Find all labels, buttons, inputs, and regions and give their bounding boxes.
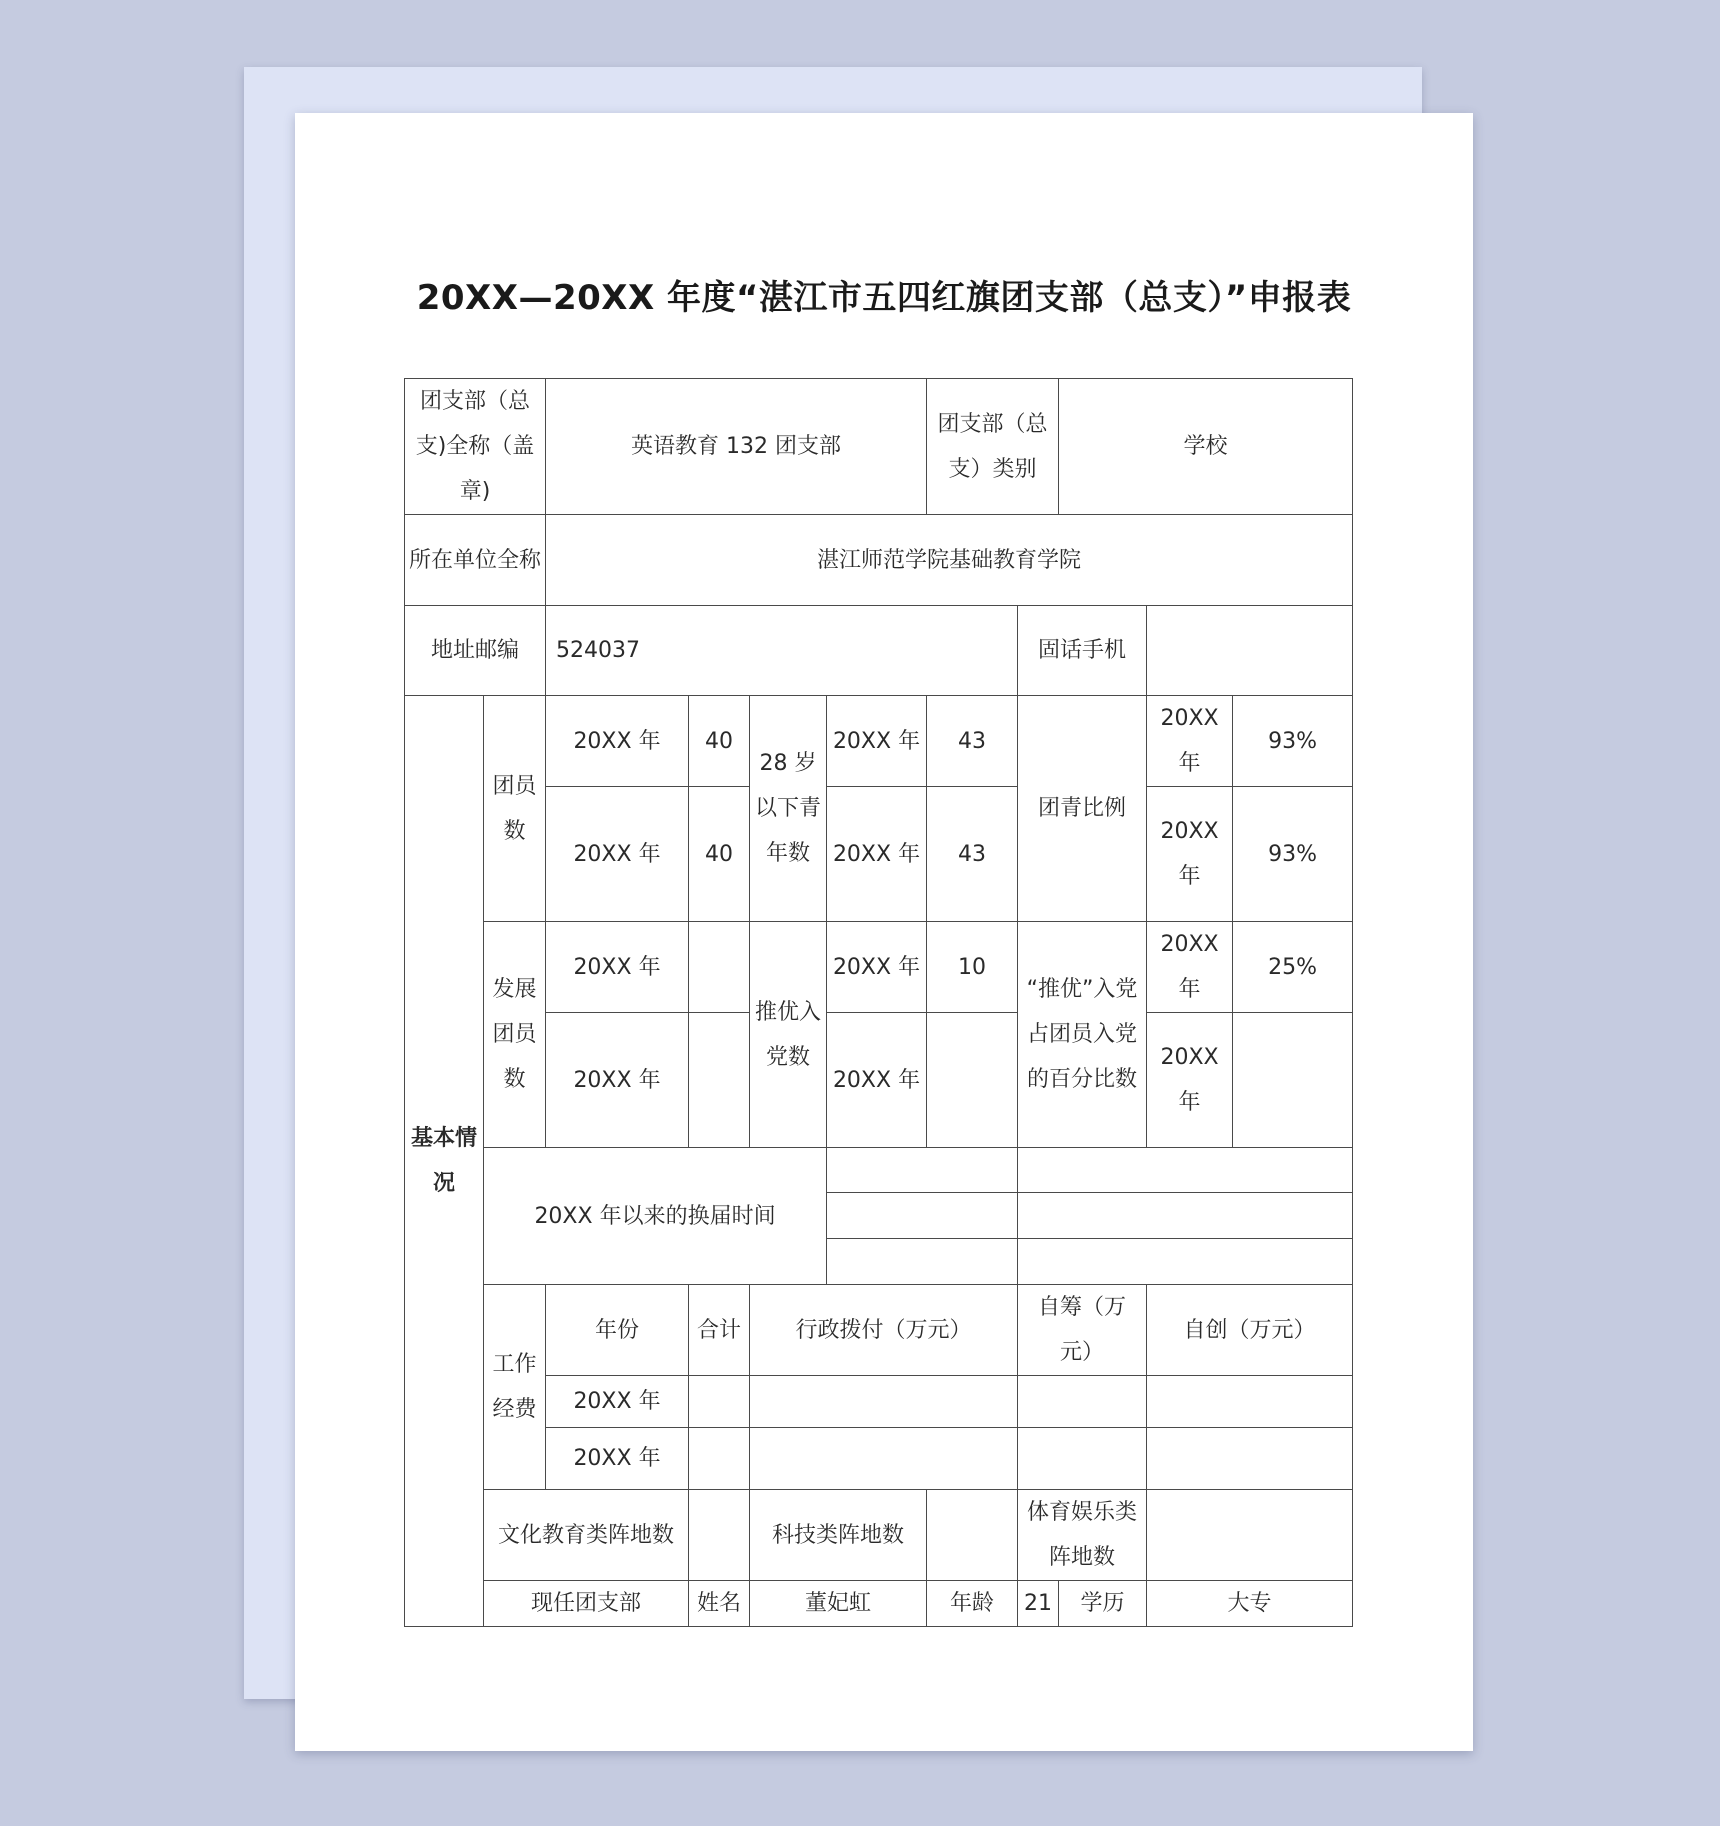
application-form-table xyxy=(404,378,1353,1627)
sports-positions-value[interactable] xyxy=(1147,1490,1353,1581)
unit-name-value[interactable]: 湛江师范学院基础教育学院 xyxy=(546,515,1353,606)
youth-year-2: 20XX 年 xyxy=(827,787,927,922)
ratio-year-2: 20XX 年 xyxy=(1147,787,1233,922)
members-year-2: 20XX 年 xyxy=(546,787,689,922)
funds-cell[interactable] xyxy=(750,1428,1018,1490)
funds-header-self-create: 自创（万元） xyxy=(1147,1285,1353,1376)
members-label: 团员数 xyxy=(484,696,546,922)
tech-positions-label: 科技类阵地数 xyxy=(750,1490,927,1581)
push-num-1[interactable]: 10 xyxy=(927,922,1018,1013)
funds-cell[interactable] xyxy=(689,1428,750,1490)
term-cell[interactable] xyxy=(827,1148,1018,1193)
leader-edu-label: 学历 xyxy=(1059,1581,1147,1627)
funds-label: 工作经费 xyxy=(484,1285,546,1490)
push-num-2[interactable] xyxy=(927,1013,1018,1148)
funds-header-admin: 行政拨付（万元） xyxy=(750,1285,1018,1376)
branch-type-label: 团支部（总支）类别 xyxy=(927,379,1059,515)
sports-positions-label: 体育娱乐类阵地数 xyxy=(1018,1490,1147,1581)
culture-positions-value[interactable] xyxy=(689,1490,750,1581)
basic-info-label: 基本情况 xyxy=(405,696,484,1627)
members-num-1[interactable]: 40 xyxy=(689,696,750,787)
funds-cell[interactable] xyxy=(1018,1428,1147,1490)
develop-year-2: 20XX 年 xyxy=(546,1013,689,1148)
culture-positions-label: 文化教育类阵地数 xyxy=(484,1490,689,1581)
address-value[interactable]: 524037 xyxy=(546,606,1018,696)
funds-cell[interactable] xyxy=(689,1376,750,1428)
funds-header-year: 年份 xyxy=(546,1285,689,1376)
form-title: 20XX—20XX 年度“湛江市五四红旗团支部（总支）”申报表 xyxy=(416,278,1352,318)
ratio-year-1: 20XX 年 xyxy=(1147,696,1233,787)
members-num-2[interactable]: 40 xyxy=(689,787,750,922)
leader-age-value[interactable]: 21 xyxy=(1018,1581,1059,1627)
youth-year-1: 20XX 年 xyxy=(827,696,927,787)
pct-val-2[interactable] xyxy=(1233,1013,1353,1148)
term-cell[interactable] xyxy=(1018,1239,1353,1285)
phone-label: 固话手机 xyxy=(1018,606,1147,696)
youth-num-1[interactable]: 43 xyxy=(927,696,1018,787)
unit-name-label: 所在单位全称 xyxy=(405,515,546,606)
term-cell[interactable] xyxy=(1018,1148,1353,1193)
ratio-val-2[interactable]: 93% xyxy=(1233,787,1353,922)
ratio-label: 团青比例 xyxy=(1018,696,1147,922)
push-label: 推优入党数 xyxy=(750,922,827,1148)
push-year-2: 20XX 年 xyxy=(827,1013,927,1148)
funds-year-2: 20XX 年 xyxy=(546,1428,689,1490)
address-label: 地址邮编 xyxy=(405,606,546,696)
funds-header-self-raise: 自筹（万元） xyxy=(1018,1285,1147,1376)
term-label: 20XX 年以来的换届时间 xyxy=(484,1148,827,1285)
pct-val-1[interactable]: 25% xyxy=(1233,922,1353,1013)
push-pct-label: “推优”入党占团员入党的百分比数 xyxy=(1018,922,1147,1148)
branch-name-value[interactable]: 英语教育 132 团支部 xyxy=(546,379,927,515)
leader-name-label: 姓名 xyxy=(689,1581,750,1627)
develop-num-2[interactable] xyxy=(689,1013,750,1148)
youth-label: 28 岁以下青年数 xyxy=(750,696,827,922)
term-cell[interactable] xyxy=(827,1193,1018,1239)
term-cell[interactable] xyxy=(827,1239,1018,1285)
develop-year-1: 20XX 年 xyxy=(546,922,689,1013)
term-cell[interactable] xyxy=(1018,1193,1353,1239)
youth-num-2[interactable]: 43 xyxy=(927,787,1018,922)
develop-num-1[interactable] xyxy=(689,922,750,1013)
funds-cell[interactable] xyxy=(750,1376,1018,1428)
ratio-val-1[interactable]: 93% xyxy=(1233,696,1353,787)
develop-label: 发展团员数 xyxy=(484,922,546,1148)
pct-year-2: 20XX 年 xyxy=(1147,1013,1233,1148)
branch-name-label: 团支部（总支)全称（盖章) xyxy=(405,379,546,515)
funds-header-total: 合计 xyxy=(689,1285,750,1376)
leader-name-value[interactable]: 董妃虹 xyxy=(750,1581,927,1627)
phone-value[interactable] xyxy=(1147,606,1353,696)
funds-cell[interactable] xyxy=(1018,1376,1147,1428)
funds-cell[interactable] xyxy=(1147,1428,1353,1490)
tech-positions-value[interactable] xyxy=(927,1490,1018,1581)
members-year-1: 20XX 年 xyxy=(546,696,689,787)
leader-label: 现任团支部 xyxy=(484,1581,689,1627)
funds-year-1: 20XX 年 xyxy=(546,1376,689,1428)
pct-year-1: 20XX 年 xyxy=(1147,922,1233,1013)
funds-cell[interactable] xyxy=(1147,1376,1353,1428)
push-year-1: 20XX 年 xyxy=(827,922,927,1013)
leader-age-label: 年龄 xyxy=(927,1581,1018,1627)
leader-edu-value[interactable]: 大专 xyxy=(1147,1581,1353,1627)
branch-type-value[interactable]: 学校 xyxy=(1059,379,1353,515)
